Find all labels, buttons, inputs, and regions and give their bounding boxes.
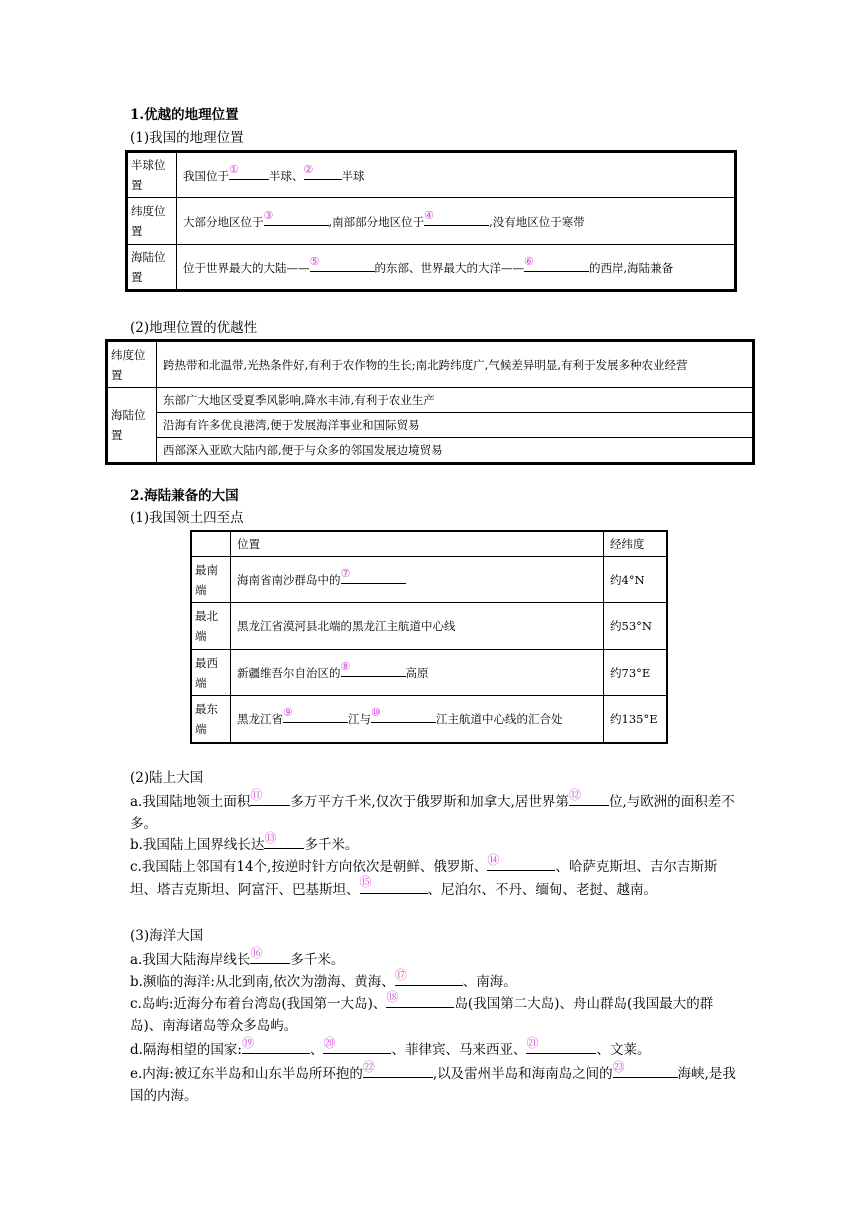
blank-9: ⑨ xyxy=(283,708,348,723)
row-coord: 约73°E xyxy=(604,650,668,696)
row-label: 纬度位置 xyxy=(107,341,157,388)
blank-19: ⑲ xyxy=(242,1039,310,1054)
section-2-title: 2.海陆兼备的大国 xyxy=(130,488,239,504)
blank-3: ③ xyxy=(264,211,329,226)
land-item-b: b.我国陆上国界线长达 ⑬ 多千米。 xyxy=(130,830,359,853)
extreme-points-table xyxy=(190,530,668,744)
table-row xyxy=(191,650,667,696)
subsection-land: (2)陆上大国 xyxy=(130,770,204,786)
row-label: 纬度位置 xyxy=(127,198,177,245)
row-content: 东部广大地区受夏季风影响,降水丰沛,有利于农业生产 xyxy=(157,388,754,413)
blank-1: ① xyxy=(229,165,269,180)
row-content: 沿海有许多优良港湾,便于发展海洋事业和国际贸易 xyxy=(157,413,754,438)
subsection-sea: (3)海洋大国 xyxy=(130,928,204,944)
land-item-c: c.我国陆上邻国有14个,按逆时针方向依次是朝鲜、俄罗斯、 ⑭ 、哈萨克斯坦、吉尔吉斯斯坦、塔吉克斯坦、阿富汗、巴基斯坦、 ⑮ 、尼泊尔、不丹、缅甸、老挝、越南。 xyxy=(130,852,718,898)
land-item-a: a.我国陆地领土面积 ⑪ 多万平方千米,仅次于俄罗斯和加拿大,居世界第 ⑫ 位,与欧洲的面积差不多。 xyxy=(130,787,735,832)
table-header-row xyxy=(191,531,667,557)
blank-16: ⑯ xyxy=(250,949,290,964)
header-blank xyxy=(191,531,231,557)
blank-22: ㉒ xyxy=(363,1063,433,1078)
blank-17: ⑰ xyxy=(395,971,463,986)
row-label: 海陆位置 xyxy=(127,245,177,291)
row-label: 最北端 xyxy=(191,603,231,650)
blank-12: ⑫ xyxy=(569,791,609,806)
row-label: 最东端 xyxy=(191,696,231,743)
table-row xyxy=(107,341,754,388)
row-content: 跨热带和北温带,光热条件好,有利于农作物的生长;南北跨纬度广,气候差异明显,有利于发展多种农业经营 xyxy=(157,341,754,388)
blank-13: ⑬ xyxy=(264,834,304,849)
subsection-advantage: (2)地理位置的优越性 xyxy=(130,320,258,336)
row-coord: 约53°N xyxy=(604,603,668,650)
table-row xyxy=(127,198,736,245)
subsection-extreme-points: (1)我国领土四至点 xyxy=(130,510,244,526)
row-content: 黑龙江省 ⑨ 江与 ⑩ 江主航道中心线的汇合处 xyxy=(231,696,604,743)
table-row xyxy=(191,603,667,650)
row-coord: 约4°N xyxy=(604,557,668,603)
blank-15: ⑮ xyxy=(360,879,428,894)
blank-6: ⑥ xyxy=(524,257,589,272)
table-row xyxy=(191,557,667,603)
blank-4: ④ xyxy=(424,211,489,226)
header-coordinates: 经纬度 xyxy=(604,531,668,557)
advantage-table xyxy=(105,339,755,465)
row-label: 半球位置 xyxy=(127,152,177,198)
blank-10: ⑩ xyxy=(371,708,436,723)
blank-2: ② xyxy=(304,165,342,180)
blank-21: ㉑ xyxy=(526,1039,596,1054)
table-row xyxy=(107,413,754,438)
section-1-title: 1.优越的地理位置 xyxy=(130,107,239,123)
row-label: 最南端 xyxy=(191,557,231,603)
table-row xyxy=(191,696,667,743)
sea-item-c: c.岛屿:近海分布着台湾岛(我国第一大岛)、 ⑱ 岛(我国第二大岛)、舟山群岛(我国最大的群岛)、南海诸岛等众多岛屿。 xyxy=(130,989,714,1034)
blank-20: ⑳ xyxy=(323,1039,391,1054)
row-content: 西部深入亚欧大陆内部,便于与众多的邻国发展边境贸易 xyxy=(157,438,754,464)
row-content: 我国位于 ① 半球、 ② 半球 xyxy=(177,152,736,198)
blank-8: ⑧ xyxy=(341,662,406,677)
row-label: 最西端 xyxy=(191,650,231,696)
geo-position-table xyxy=(125,150,737,292)
blank-7: ⑦ xyxy=(341,569,406,584)
blank-5: ⑤ xyxy=(310,257,375,272)
sea-item-b: b.濒临的海洋:从北到南,依次为渤海、黄海、 ⑰ 、南海。 xyxy=(130,967,517,990)
row-content: 海南省南沙群岛中的 ⑦ xyxy=(231,557,604,603)
header-position: 位置 xyxy=(231,531,604,557)
row-content: 黑龙江省漠河县北端的黑龙江主航道中心线 xyxy=(231,603,604,650)
sea-item-a: a.我国大陆海岸线长 ⑯ 多千米。 xyxy=(130,945,345,968)
row-coord: 约135°E xyxy=(604,696,668,743)
row-content: 位于世界最大的大陆—— ⑤ 的东部、世界最大的大洋—— ⑥ 的西岸,海陆兼备 xyxy=(177,245,736,291)
sea-item-d: d.隔海相望的国家: ⑲ 、 ⑳ 、菲律宾、马来西亚、 ㉑ 、文莱。 xyxy=(130,1035,651,1058)
table-row xyxy=(127,245,736,291)
row-content: 大部分地区位于 ③ ,南部部分地区位于 ④ ,没有地区位于寒带 xyxy=(177,198,736,245)
blank-23: ㉓ xyxy=(613,1063,678,1078)
blank-11: ⑪ xyxy=(250,791,290,806)
table-row xyxy=(107,438,754,464)
row-label: 海陆位置 xyxy=(107,388,157,464)
blank-14: ⑭ xyxy=(487,856,555,871)
table-row xyxy=(107,388,754,413)
subsection-geo-position: (1)我国的地理位置 xyxy=(130,130,244,146)
blank-18: ⑱ xyxy=(386,993,454,1008)
sea-item-e: e.内海:被辽东半岛和山东半岛所环抱的 ㉒ ,以及雷州半岛和海南岛之间的 ㉓ 海峡,是我国的内海。 xyxy=(130,1059,736,1104)
table-row xyxy=(127,152,736,198)
row-content: 新疆维吾尔自治区的 ⑧ 高原 xyxy=(231,650,604,696)
